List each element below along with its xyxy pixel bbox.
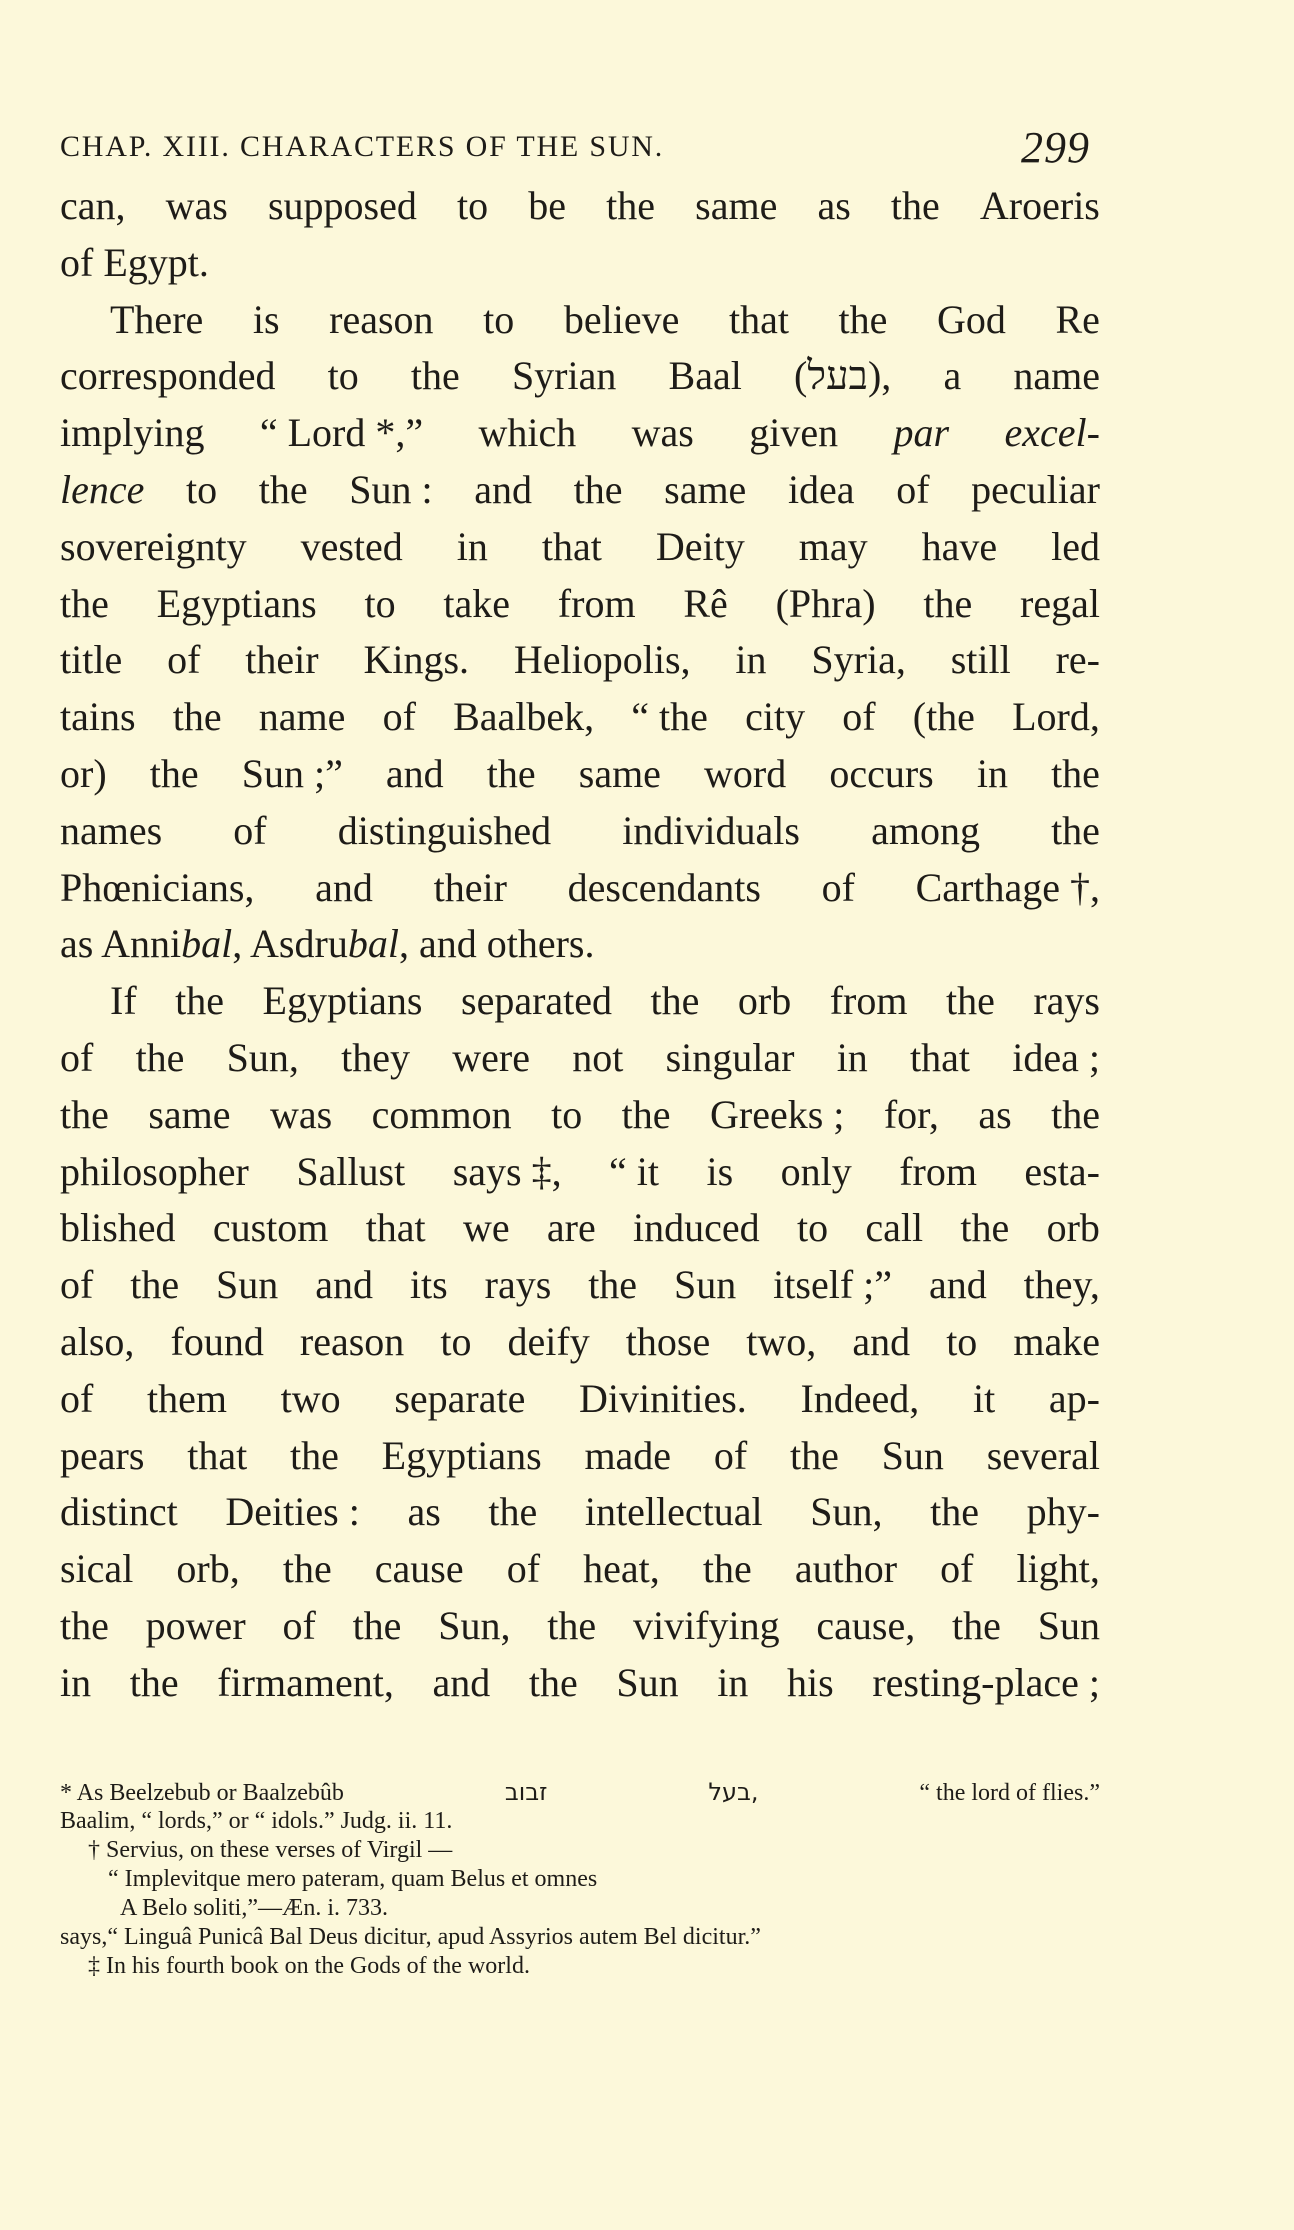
text-line xyxy=(60,1257,1100,1314)
word: heat, xyxy=(583,1546,660,1592)
text-line: of Egypt. xyxy=(60,239,209,285)
text-line xyxy=(60,519,1100,576)
word: in xyxy=(717,1659,749,1705)
word: to xyxy=(457,183,489,228)
word: custom xyxy=(212,1205,329,1251)
word: the xyxy=(60,1091,109,1137)
word: sical xyxy=(60,1546,134,1592)
word: corresponded xyxy=(60,353,276,399)
word: Greeks ; xyxy=(709,1091,845,1137)
word: of xyxy=(167,637,201,683)
word: Syrian xyxy=(511,353,617,399)
word: rays xyxy=(1033,978,1100,1024)
text-line xyxy=(60,405,1100,462)
hebrew-zebub: זבוב xyxy=(504,1778,548,1806)
word: Baal xyxy=(668,353,742,399)
text-line xyxy=(60,746,1100,803)
word: given xyxy=(749,410,839,456)
word: (the xyxy=(912,694,975,740)
word: the xyxy=(1051,807,1100,853)
word: were xyxy=(452,1034,530,1080)
word: the xyxy=(930,1489,979,1535)
word: for, xyxy=(883,1091,939,1137)
word: believe xyxy=(563,296,680,342)
word: still xyxy=(950,637,1011,683)
word: and xyxy=(474,466,532,512)
running-head xyxy=(60,122,1090,172)
word: implying xyxy=(60,410,205,456)
word: philosopher xyxy=(60,1148,249,1194)
word: (Phra) xyxy=(775,580,876,626)
word: Syria, xyxy=(811,637,906,683)
word: says ‡, xyxy=(452,1148,562,1194)
word: peculiar xyxy=(971,466,1100,512)
text-line xyxy=(60,1428,1100,1485)
word: to xyxy=(364,580,396,626)
word: (בעל), xyxy=(794,353,892,399)
word: that xyxy=(541,523,602,569)
word: the xyxy=(1051,1091,1100,1137)
word: be xyxy=(528,183,567,228)
text-line xyxy=(60,1484,1100,1541)
word: it xyxy=(972,1375,996,1421)
word: Kings. xyxy=(363,637,470,683)
word: several xyxy=(986,1432,1100,1478)
word: two xyxy=(280,1375,341,1421)
text-line xyxy=(60,462,1100,519)
word: to xyxy=(551,1091,583,1137)
word: tains xyxy=(60,694,136,740)
chapter-number: CHAP. XIII. xyxy=(60,130,231,163)
word: intellectual xyxy=(584,1489,763,1535)
word: the xyxy=(890,183,940,228)
word: cause, xyxy=(816,1602,916,1648)
word: they xyxy=(341,1034,411,1080)
page-number: 299 xyxy=(1021,123,1090,172)
word: common xyxy=(371,1091,512,1137)
text-line xyxy=(60,1371,1100,1428)
word: distinct xyxy=(60,1489,178,1535)
word: Deities : xyxy=(225,1489,360,1535)
word: Sun, xyxy=(226,1034,299,1080)
text-line: as Anni bal , Asdru bal , and others. xyxy=(60,921,595,967)
word: the xyxy=(621,1091,671,1137)
word: as xyxy=(817,183,851,228)
word: light, xyxy=(1016,1546,1100,1592)
text-line xyxy=(60,1541,1100,1598)
word: that xyxy=(728,296,789,342)
word: Sun xyxy=(616,1659,679,1705)
word: occurs xyxy=(829,750,934,796)
word: the xyxy=(135,1034,185,1080)
word: call xyxy=(865,1205,924,1251)
word: and xyxy=(315,864,373,910)
word: descendants xyxy=(567,864,761,910)
word: the xyxy=(282,1546,332,1592)
word: Baalbek, xyxy=(453,694,595,740)
word: Egyptians xyxy=(262,978,423,1024)
word: the xyxy=(486,750,536,796)
word: to xyxy=(327,353,359,399)
word: their xyxy=(245,637,319,683)
word: and xyxy=(852,1318,911,1364)
text-line xyxy=(60,1655,1100,1712)
footnote-dagger: † Servius, on these verses of Virgil — xyxy=(88,1837,453,1863)
text-line xyxy=(60,1200,1100,1257)
word: the xyxy=(352,1602,402,1648)
footnotes xyxy=(60,1778,1100,1981)
word: orb, xyxy=(176,1546,240,1592)
word: city xyxy=(745,694,806,740)
word: the xyxy=(923,580,973,626)
word: may xyxy=(798,523,868,569)
word: them xyxy=(147,1375,227,1421)
word: the xyxy=(410,353,460,399)
word: Re xyxy=(1055,296,1100,342)
word: author xyxy=(794,1546,898,1592)
word: was xyxy=(631,410,694,456)
word: There xyxy=(110,296,204,342)
word: the xyxy=(650,978,700,1024)
word: title xyxy=(60,637,123,683)
word: to xyxy=(440,1318,472,1364)
word: the xyxy=(60,580,109,626)
word: those xyxy=(625,1318,711,1364)
word: of xyxy=(821,864,855,910)
word: Sun, xyxy=(438,1602,511,1648)
word: same xyxy=(578,750,661,796)
word: excel- xyxy=(1004,410,1100,456)
word: esta- xyxy=(1024,1148,1100,1194)
word: singular xyxy=(665,1034,795,1080)
word: of xyxy=(282,1602,316,1648)
word: the xyxy=(130,1262,180,1308)
word: God xyxy=(937,296,1006,342)
word: Carthage †, xyxy=(915,864,1100,910)
word: make xyxy=(1013,1318,1100,1364)
word: have xyxy=(921,523,998,569)
word: orb xyxy=(1046,1205,1100,1251)
chapter-heading: CHARACTERS OF THE SUN. xyxy=(239,130,665,163)
word: idea ; xyxy=(1012,1034,1100,1080)
word: the xyxy=(528,1659,578,1705)
word: supposed xyxy=(267,183,417,228)
word: par xyxy=(893,410,950,456)
word: the xyxy=(289,1432,339,1478)
word: to xyxy=(946,1318,978,1364)
word: not xyxy=(572,1034,624,1080)
word: or) xyxy=(60,750,107,796)
word: individuals xyxy=(622,807,800,853)
word: the xyxy=(258,466,308,512)
text-line xyxy=(60,1030,1100,1087)
word: of xyxy=(506,1546,541,1592)
word: ap- xyxy=(1048,1375,1100,1421)
word: the xyxy=(129,1659,179,1705)
word: same xyxy=(148,1091,231,1137)
word: names xyxy=(60,807,163,853)
word: rays xyxy=(484,1262,552,1308)
footnote-line: says,“ Linguâ Punicâ Bal Deus dicitur, apud Assyrios autem Bel dicitur.” xyxy=(60,1924,761,1950)
word: separated xyxy=(461,978,613,1024)
word: word xyxy=(704,750,787,796)
word: which xyxy=(478,410,577,456)
text-line xyxy=(60,576,1100,633)
word: Sallust xyxy=(296,1148,406,1194)
word: pears xyxy=(60,1432,145,1478)
word: led xyxy=(1051,523,1100,569)
word: was xyxy=(269,1091,333,1137)
word: Heliopolis, xyxy=(513,637,691,683)
word: blished xyxy=(60,1205,176,1251)
word: the xyxy=(172,694,222,740)
word: of xyxy=(940,1546,974,1592)
word: in xyxy=(60,1659,92,1705)
word: Aroeris xyxy=(979,183,1100,228)
text-line xyxy=(60,632,1100,689)
word: can, xyxy=(60,183,126,228)
hebrew-baal: בעל, xyxy=(708,1778,759,1806)
word: cause xyxy=(374,1546,464,1592)
word: same xyxy=(664,466,747,512)
word: separate xyxy=(394,1375,526,1421)
word: also, xyxy=(60,1318,135,1364)
word: that xyxy=(187,1432,248,1478)
word: among xyxy=(871,807,980,853)
word: its xyxy=(409,1262,448,1308)
word: name xyxy=(1013,353,1100,399)
word: in xyxy=(735,637,767,683)
word: from xyxy=(829,978,908,1024)
word: the xyxy=(702,1546,752,1592)
word: sovereignty xyxy=(60,523,247,569)
word: the xyxy=(838,296,888,342)
word: the xyxy=(606,183,656,228)
word: their xyxy=(433,864,507,910)
word: Egyptians xyxy=(156,580,317,626)
word: Sun xyxy=(216,1262,279,1308)
word: two, xyxy=(746,1318,817,1364)
footnote-quote-line: “ Implevitque mero pateram, quam Belus et omnes xyxy=(108,1866,598,1892)
footnote-quote-line: A Belo soliti,”—Æn. i. 733. xyxy=(120,1895,389,1921)
word: “ the xyxy=(631,694,708,740)
word: Sun, xyxy=(810,1489,883,1535)
word: the xyxy=(588,1262,638,1308)
word: idea xyxy=(787,466,855,512)
body-text xyxy=(60,178,1100,1712)
word: Lord, xyxy=(1012,694,1100,740)
word: the xyxy=(175,978,225,1024)
word: was xyxy=(165,183,228,228)
word: only xyxy=(780,1148,852,1194)
word: are xyxy=(546,1205,596,1251)
word: the xyxy=(149,750,199,796)
word: Sun ;” xyxy=(241,750,343,796)
word: lence xyxy=(60,466,145,512)
text-line xyxy=(60,1144,1100,1201)
word: the xyxy=(960,1205,1010,1251)
word: the xyxy=(488,1489,538,1535)
word: reason xyxy=(329,296,434,342)
text-line xyxy=(60,178,1100,235)
word: that xyxy=(910,1034,971,1080)
word: the xyxy=(60,1602,109,1648)
word: of xyxy=(896,466,930,512)
word: Sun xyxy=(673,1262,737,1308)
word: and xyxy=(315,1262,373,1308)
word: of xyxy=(60,1262,94,1308)
word: take xyxy=(443,580,510,626)
word: vested xyxy=(300,523,403,569)
text-line xyxy=(60,348,1100,405)
word: Divinities. xyxy=(579,1375,747,1421)
word: deify xyxy=(507,1318,590,1364)
word: as xyxy=(407,1489,441,1535)
word: from xyxy=(557,580,636,626)
word: in xyxy=(976,750,1008,796)
word: Sun xyxy=(1037,1602,1100,1648)
word: of xyxy=(60,1034,94,1080)
word: to xyxy=(796,1205,829,1251)
word: Sun : xyxy=(349,466,433,512)
word: phy- xyxy=(1026,1489,1100,1535)
word: resting-place ; xyxy=(872,1659,1100,1705)
word: Sun xyxy=(881,1432,944,1478)
paragraph-start-line xyxy=(60,292,1100,349)
word: they, xyxy=(1023,1262,1100,1308)
word: that xyxy=(365,1205,426,1251)
word: and xyxy=(385,750,444,796)
word: his xyxy=(787,1659,834,1705)
text-line xyxy=(60,1314,1100,1371)
word: from xyxy=(899,1148,977,1194)
word: the xyxy=(952,1602,1001,1648)
word: as xyxy=(978,1091,1012,1137)
word: found xyxy=(170,1318,264,1364)
word: “ Lord *,” xyxy=(259,410,424,456)
word: and xyxy=(928,1262,987,1308)
text-line xyxy=(60,860,1100,917)
word: Phœnicians, xyxy=(60,864,255,910)
word: the xyxy=(1051,750,1100,796)
word: of xyxy=(233,807,267,853)
word: regal xyxy=(1020,580,1100,626)
text-line xyxy=(60,1598,1100,1655)
word: made xyxy=(584,1432,672,1478)
word: to xyxy=(483,296,515,342)
word: the xyxy=(547,1602,597,1648)
word: the xyxy=(789,1432,839,1478)
footnote-asterisk: * As Beelzebub or Baalzebûb זבוב בעל, “ the lord of flies.” xyxy=(60,1778,1100,1806)
word: distinguished xyxy=(337,807,552,853)
paragraph-start-line xyxy=(60,973,1100,1030)
word: is xyxy=(706,1148,734,1194)
word: in xyxy=(836,1034,868,1080)
word: If xyxy=(110,978,137,1024)
word: “ it xyxy=(609,1148,660,1194)
word: orb xyxy=(737,978,792,1024)
word: firmament, xyxy=(217,1659,394,1705)
word: same xyxy=(695,183,778,228)
word: we xyxy=(462,1205,510,1251)
word: of xyxy=(60,1375,94,1421)
word: in xyxy=(456,523,488,569)
word: Deity xyxy=(655,523,745,569)
word: power xyxy=(145,1602,246,1648)
word: a xyxy=(943,353,962,399)
word: Egyptians xyxy=(381,1432,542,1478)
word: is xyxy=(252,296,280,342)
chapter-title xyxy=(60,130,664,164)
word: itself ;” xyxy=(773,1262,893,1308)
word: vivifying xyxy=(632,1602,780,1648)
word: of xyxy=(713,1432,748,1478)
word: Rê xyxy=(683,580,728,626)
word: of xyxy=(382,694,416,740)
word: of xyxy=(842,694,876,740)
text-line xyxy=(60,689,1100,746)
text-line xyxy=(60,1087,1100,1144)
footnote-double-dagger: ‡ In his fourth book on the Gods of the world. xyxy=(88,1953,530,1979)
word: Indeed, xyxy=(800,1375,920,1421)
word: and xyxy=(432,1659,491,1705)
word: induced xyxy=(633,1205,760,1251)
word: the xyxy=(573,466,623,512)
word: to xyxy=(186,466,218,512)
word: re- xyxy=(1055,637,1100,683)
word: name xyxy=(258,694,346,740)
word: reason xyxy=(299,1318,405,1364)
footnote-line: Baalim, “ lords,” or “ idols.” Judg. ii. 11. xyxy=(60,1808,453,1834)
word: the xyxy=(945,978,995,1024)
text-line xyxy=(60,803,1100,860)
